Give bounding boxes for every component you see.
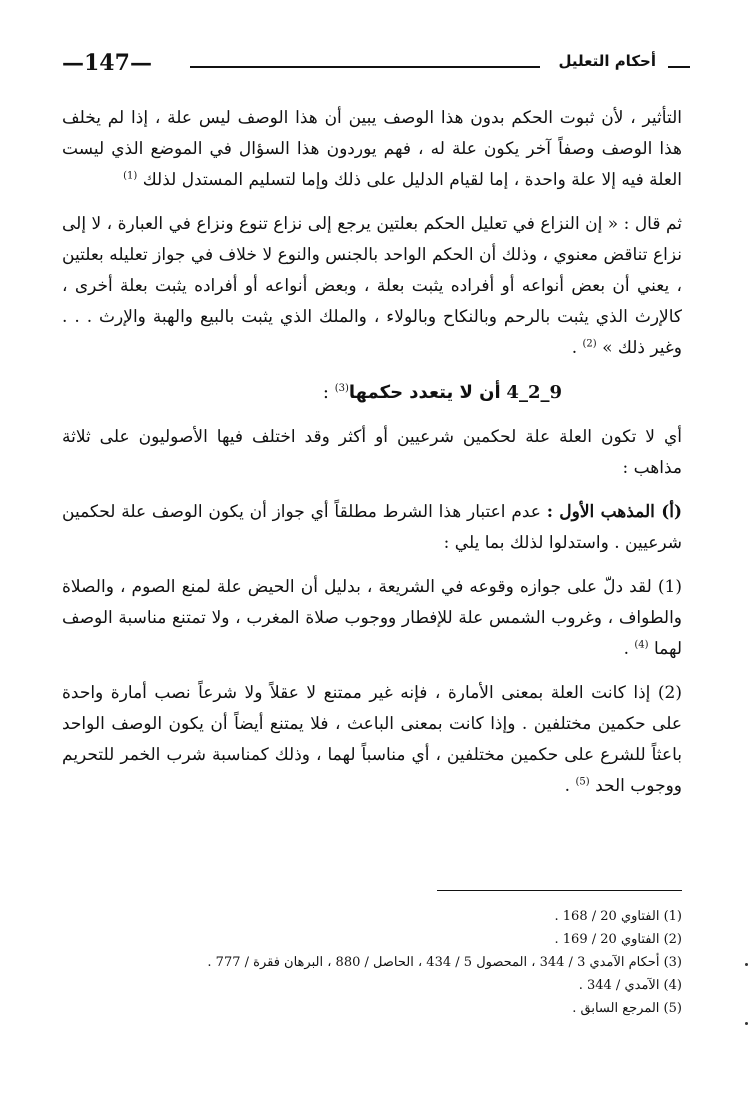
section-title: أن لا يتعدد حكمها bbox=[348, 382, 501, 403]
running-title: أحكام التعليل bbox=[558, 52, 656, 70]
paragraph-1: التأثير ، لأن ثبوت الحكم بدون هذا الوصف يبين أن هذا الوصف ليس علة ، إذا لم يخلف هذا الوصف وصفاً آخر يكون علة له ، فهم يوردون هذا السؤال في الموضع الذي ليست العلة فيه إلا علة واحدة ، إما لقيام الدليل على ذلك وإما لتسليم المستدل لذلك $^{(1)}$ bbox=[62, 108, 682, 190]
footnote-5: (5) المرجع السابق . bbox=[572, 1001, 682, 1016]
madhhab-label: (أ) المذهب الأول : bbox=[546, 502, 683, 522]
header-rule-left bbox=[190, 66, 540, 68]
footnote-4: (4) الآمدي / 344 . bbox=[578, 978, 682, 993]
page-header bbox=[62, 52, 690, 80]
point-2: (2) إذا كانت العلة بمعنى الأمارة ، فإنه غير ممتنع لا عقلاً ولا شرعاً نصب أمارة واحدة على حكمين مختلفين . وإذا كانت بمعنى الباعث ، فلا يمتنع أيضاً أن يكون الوصف الواحد باعثاً للشرع على حكمين مختلفين ، أي مناسباً لهما ، وذلك كمناسبة شرب الخمر للتحريم ووجوب الحد $^{(5)}$ . bbox=[62, 683, 682, 796]
footnote-ref-4: (4) bbox=[634, 639, 649, 651]
footnote-ref-2: (2) bbox=[582, 338, 597, 350]
page-body bbox=[62, 103, 682, 815]
footnote-3: (3) أحكام الآمدي 3 / 344 ، المحصول 5 / 434 ، الحاصل / 880 ، البرهان فقرة / 777 . bbox=[207, 955, 682, 970]
scan-speck bbox=[745, 1022, 748, 1025]
section-number: 4_2_9 bbox=[506, 382, 562, 403]
paragraph-2: ثم قال : « إن النزاع في تعليل الحكم بعلتين يرجع إلى نزاع تنوع ونزاع في العبارة ، لا إلى نزاع تناقض معنوي ، وذلك أن الحكم الواحد بالجنس والنوع لا خلاف في جواز تعليله بعلتين ، يعني أن بعض أنواعه أو أفراده يثبت بعلة ، وبعض أنواعه أو أفراده يثبت بعلة أخرى ، كالإرث الذي يثبت بالرحم وبالنكاح وبالولاء ، والملك الذي يثبت بالبيع والهبة والإرث . . . وغير ذلك » $^{(2)}$ . bbox=[62, 214, 682, 358]
paragraph-3: أي لا تكون العلة علة لحكمين شرعيين أو أكثر وقد اختلف فيها الأصوليون على ثلاثة مذاهب : bbox=[62, 427, 682, 478]
footnote-ref-5: (5) bbox=[575, 776, 590, 788]
scan-speck bbox=[745, 963, 748, 966]
section-heading: 4_2_9 أن لا يتعدد حكمها$^{(3)}$ : bbox=[322, 382, 562, 403]
madhhab-1: (أ) المذهب الأول : عدم اعتبار هذا الشرط مطلقاً أي جواز أن يكون الوصف علة لحكمين شرعيين . واستدلوا لذلك بما يلي : bbox=[62, 502, 683, 553]
footnote-ref-3: (3) bbox=[334, 383, 349, 394]
footnote-rule bbox=[437, 890, 682, 891]
footnote-2: (2) الفتاوي 20 / 169 . bbox=[554, 932, 682, 947]
footnote-ref-1: (1) bbox=[123, 170, 138, 182]
footnotes bbox=[140, 905, 682, 1020]
page-number: —147— bbox=[62, 50, 152, 76]
point-1: (1) لقد دلّ على جوازه وقوعه في الشريعة ، بدليل أن الحيض علة لمنع الصوم ، والصلاة والطواف ، وغروب الشمس علة للإفطار ووجوب صلاة المغرب ، ولا تمتنع مناسبة الوصف لهما $^{(4)}$ . bbox=[62, 577, 682, 659]
footnote-1: (1) الفتاوي 20 / 168 . bbox=[554, 909, 682, 924]
header-rule-right bbox=[668, 66, 690, 68]
